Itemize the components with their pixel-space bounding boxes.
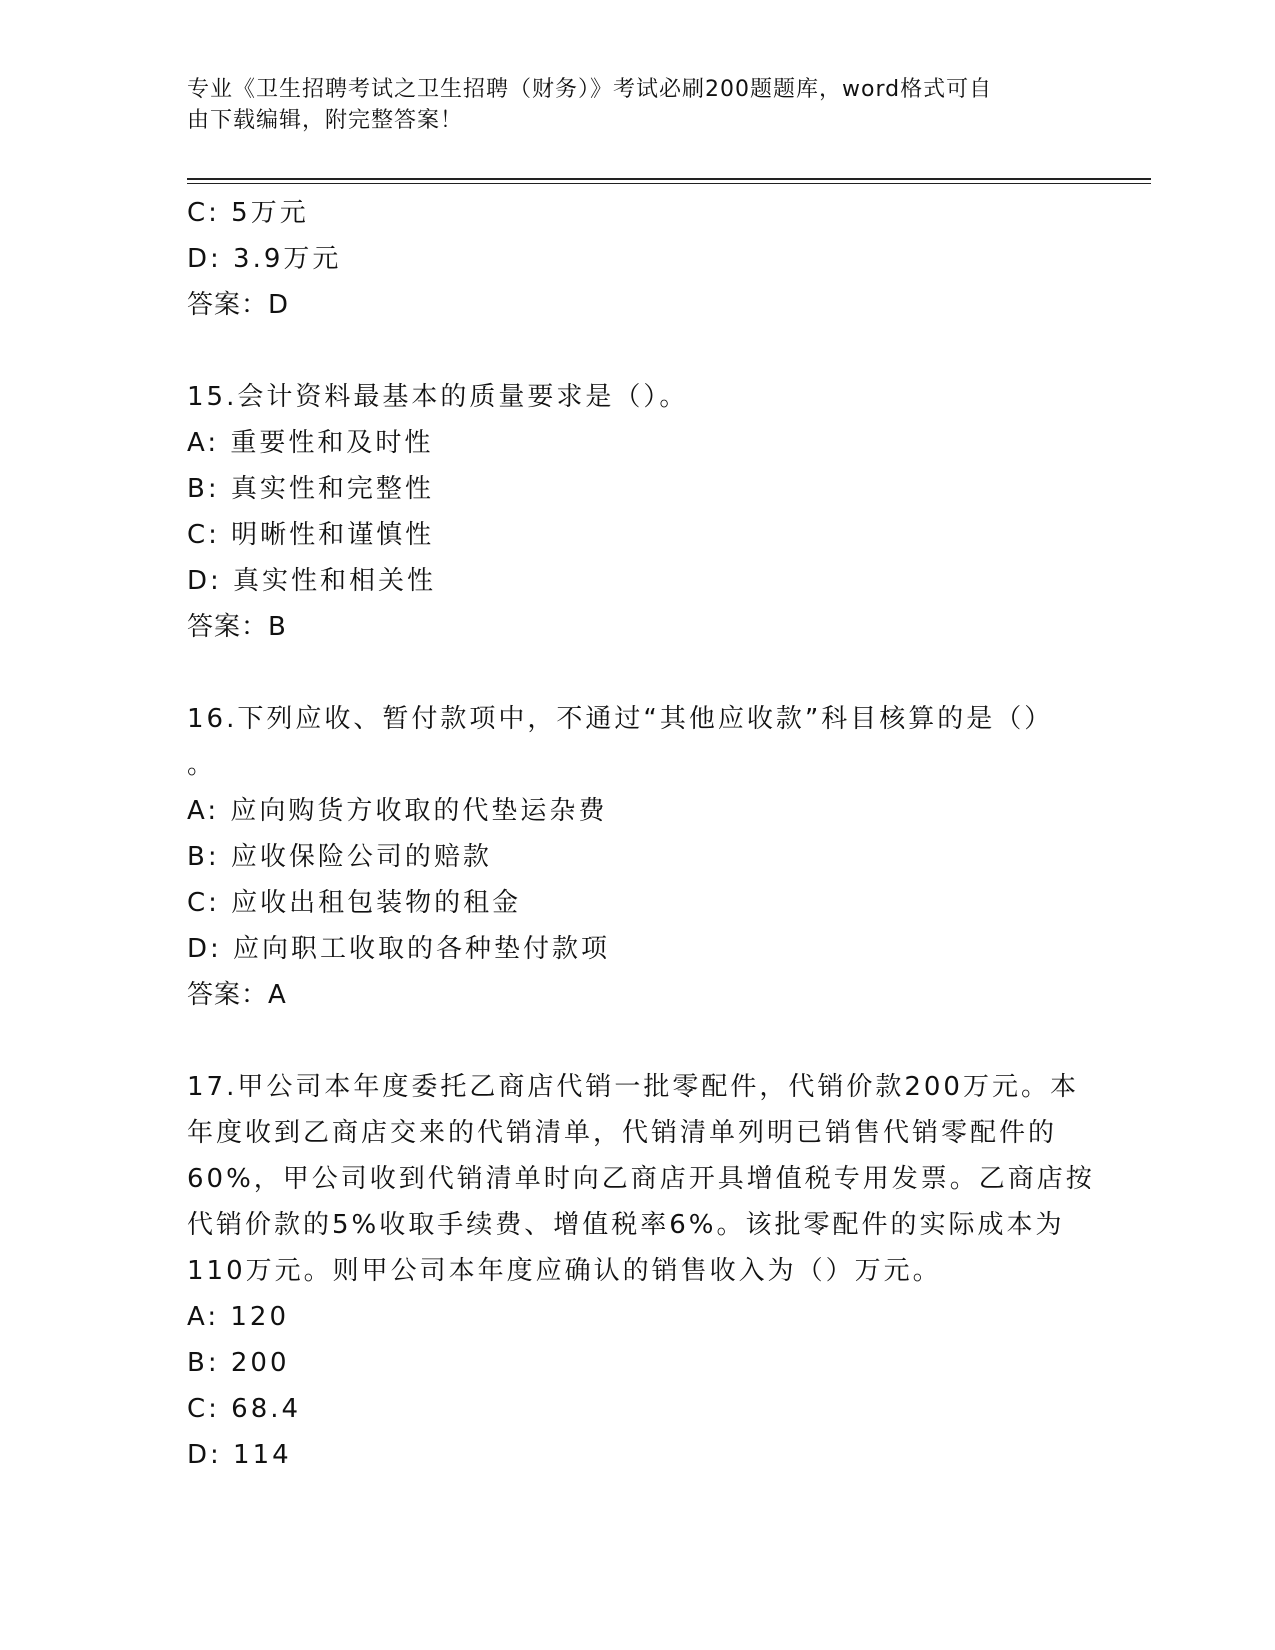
- question-list: [187, 190, 1095, 1478]
- spacer: [187, 650, 1087, 696]
- option-d: D: 应向职工收取的各种垫付款项: [187, 934, 611, 964]
- question-stem-line-2: 年度收到乙商店交来的代销清单，代销清单列明已销售代销零配件的: [187, 1118, 1058, 1148]
- question-block-16: [187, 696, 1087, 1018]
- option-d: D: 真实性和相关性: [187, 566, 437, 596]
- option-c: C: 明晰性和谨慎性: [187, 520, 435, 550]
- document-header: [187, 74, 1067, 136]
- option-b: B: 真实性和完整性: [187, 474, 434, 504]
- answer-line: 答案：D: [187, 290, 290, 320]
- question-stem-line-1: 16.下列应收、暂付款项中，不通过“其他应收款”科目核算的是（）: [187, 704, 1054, 734]
- spacer: [187, 1018, 1087, 1064]
- question-block-14: [187, 190, 1087, 328]
- question-block-15: [187, 374, 1087, 650]
- question-stem-line-3: 60%，甲公司收到代销清单时向乙商店开具增值税专用发票。乙商店按: [187, 1164, 1095, 1194]
- question-stem-line-4: 代销价款的5%收取手续费、增值税率6%。该批零配件的实际成本为: [187, 1210, 1065, 1240]
- question-stem-line-5: 110万元。则甲公司本年度应确认的销售收入为（）万元。: [187, 1256, 942, 1286]
- option-a: A: 重要性和及时性: [187, 428, 434, 458]
- option-c: C: 5万元: [187, 198, 309, 228]
- option-a: A: 应向购货方收取的代垫运杂费: [187, 796, 608, 826]
- question-stem-line-1: 17.甲公司本年度委托乙商店代销一批零配件，代销价款200万元。本: [187, 1072, 1079, 1102]
- option-b: B: 200: [187, 1348, 290, 1378]
- option-d: D: 114: [187, 1440, 292, 1470]
- question-stem: 15.会计资料最基本的质量要求是（）。: [187, 382, 689, 412]
- header-line-2: 由下载编辑，附完整答案！: [187, 108, 464, 133]
- option-c: C: 应收出租包装物的租金: [187, 888, 522, 918]
- question-stem-line-2: 。: [187, 750, 217, 780]
- answer-line: 答案：B: [187, 612, 287, 642]
- question-block-17: [187, 1064, 1095, 1478]
- option-a: A: 120: [187, 1302, 289, 1332]
- option-b: B: 应收保险公司的赔款: [187, 842, 492, 872]
- answer-line: 答案：A: [187, 980, 287, 1010]
- header-line-1: 专业《卫生招聘考试之卫生招聘（财务）》考试必刷200题题库，word格式可自: [187, 77, 993, 102]
- option-c: C: 68.4: [187, 1394, 302, 1424]
- option-d: D: 3.9万元: [187, 244, 342, 274]
- header-divider: [187, 178, 1151, 180]
- spacer: [187, 328, 1087, 374]
- header-divider-thin: [187, 183, 1151, 184]
